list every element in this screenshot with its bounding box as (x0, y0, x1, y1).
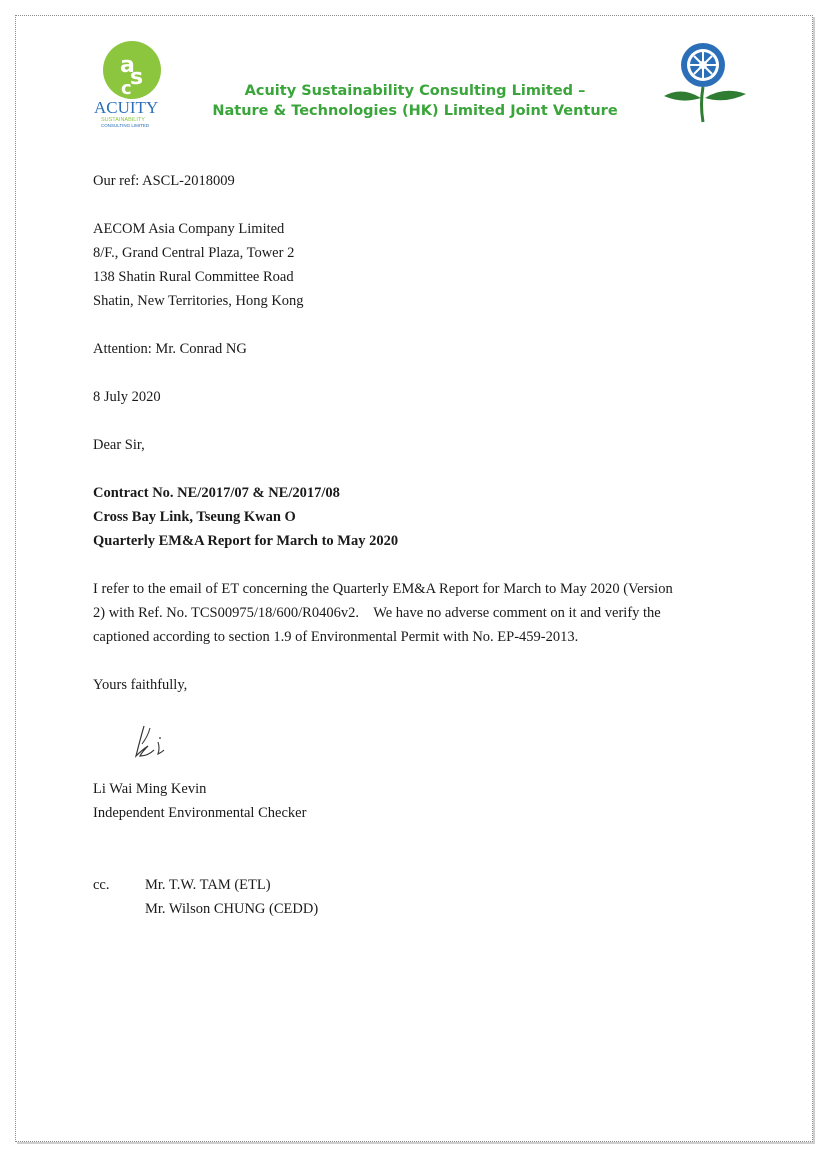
recipient-line: 138 Shatin Rural Committee Road (93, 269, 294, 285)
svg-text:a: a (120, 53, 135, 78)
signer-name: Li Wai Ming Kevin (93, 781, 207, 797)
cc-recipient: Mr. Wilson CHUNG (CEDD) (145, 901, 319, 917)
attention-line: Attention: Mr. Conrad NG (93, 341, 247, 357)
header-title-line1: Acuity Sustainability Consulting Limited – (244, 83, 586, 99)
svg-text:CONSULTING LIMITED: CONSULTING LIMITED (101, 123, 150, 128)
body-line: 2) with Ref. No. TCS00975/18/600/R0406v2. We have no adverse comment on it and verify the (93, 605, 661, 621)
subject-line: Contract No. NE/2017/07 & NE/2017/08 (93, 485, 340, 501)
svg-text:SUSTAINABILITY: SUSTAINABILITY (101, 117, 145, 123)
flower-logo (660, 38, 750, 126)
letter-date: 8 July 2020 (93, 389, 161, 405)
recipient-line: 8/F., Grand Central Plaza, Tower 2 (93, 245, 295, 261)
signer-title: Independent Environmental Checker (93, 805, 307, 821)
body-line: I refer to the email of ET concerning the Quarterly EM&A Report for March to May 2020 (Version (93, 581, 673, 597)
cc-recipient: Mr. T.W. TAM (ETL) (145, 877, 271, 893)
closing: Yours faithfully, (93, 677, 188, 693)
recipient-line: AECOM Asia Company Limited (93, 221, 285, 237)
our-ref: Our ref: ASCL-2018009 (93, 173, 235, 189)
header-title-line2: Nature & Technologies (HK) Limited Joint Venture (212, 103, 618, 119)
recipient-line: Shatin, New Territories, Hong Kong (93, 293, 304, 309)
svg-text:c: c (121, 78, 132, 99)
cc-label: cc. (93, 877, 110, 893)
svg-text:ACUITY: ACUITY (94, 98, 159, 117)
signature (128, 722, 174, 764)
body-line: captioned according to section 1.9 of Environmental Permit with No. EP-459-2013. (93, 629, 579, 645)
svg-text:s: s (130, 65, 144, 90)
salutation: Dear Sir, (93, 437, 145, 453)
subject-line: Cross Bay Link, Tseung Kwan O (93, 509, 296, 525)
acuity-logo (92, 36, 176, 132)
subject-line: Quarterly EM&A Report for March to May 2020 (93, 533, 399, 549)
